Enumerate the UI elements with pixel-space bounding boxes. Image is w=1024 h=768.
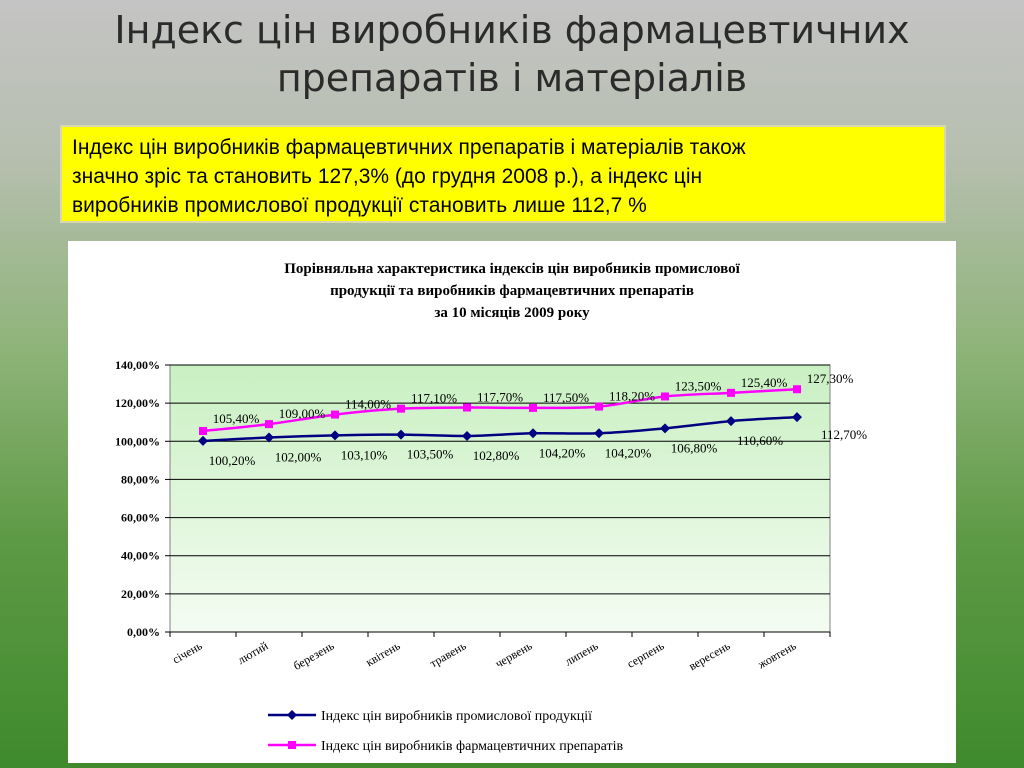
- data-label: 105,40%: [212, 410, 260, 426]
- data-label: 110,60%: [736, 433, 784, 449]
- legend-marker: [288, 741, 296, 749]
- callout-line-2: значно зріс та становить 127,3% (до грудня 2008 р.), а індекс цін: [72, 165, 703, 188]
- x-category-label: квітень: [363, 638, 403, 670]
- callout-box: [60, 125, 946, 223]
- plot-area: [170, 365, 830, 632]
- data-label: 102,00%: [274, 449, 322, 465]
- chart-title-line: за 10 місяців 2009 року: [434, 305, 590, 321]
- data-point-marker: [661, 392, 669, 400]
- x-category-label: червень: [492, 638, 535, 671]
- data-label: 117,10%: [410, 390, 458, 406]
- data-label: 117,50%: [542, 389, 590, 405]
- slide-title-line-2: препаратів і матеріалів: [276, 56, 748, 100]
- data-point-marker: [793, 385, 801, 393]
- data-label: 102,80%: [472, 447, 520, 463]
- data-label: 109,00%: [278, 406, 326, 422]
- legend-marker: [287, 710, 297, 720]
- data-label: 100,20%: [208, 452, 256, 468]
- data-point-marker: [199, 427, 207, 435]
- y-tick-label: 20,00%: [121, 586, 160, 601]
- data-point-marker: [331, 411, 339, 419]
- data-point-marker: [529, 404, 537, 412]
- chart-title-line: Порівняльна характеристика індексів цін виробників промислової: [284, 261, 740, 277]
- x-category-label: жовтень: [755, 638, 799, 672]
- data-label: 127,30%: [806, 371, 854, 387]
- slide-title: [0, 6, 1024, 102]
- x-category-label: січень: [169, 638, 205, 667]
- chart-title-line: продукції та виробників фармацевтичних препаратів: [330, 283, 694, 299]
- x-category-label: травень: [427, 638, 469, 671]
- y-tick-label: 0,00%: [127, 625, 160, 639]
- data-label: 117,70%: [476, 389, 524, 405]
- line-chart: [68, 241, 956, 763]
- x-category-label: вересень: [686, 638, 733, 674]
- x-category-label: липень: [562, 638, 601, 669]
- data-point-marker: [463, 404, 471, 412]
- data-point-marker: [595, 403, 603, 411]
- data-label: 103,10%: [340, 447, 388, 463]
- data-label: 125,40%: [740, 374, 788, 390]
- legend-label: Індекс цін виробників фармацевтичних препаратів: [321, 739, 624, 754]
- data-label: 114,00%: [344, 396, 392, 412]
- data-label: 104,20%: [604, 445, 652, 461]
- y-tick-label: 80,00%: [121, 472, 160, 487]
- callout-line-1: Індекс цін виробників фармацевтичних препаратів і матеріалів також: [72, 136, 746, 159]
- data-label: 118,20%: [608, 388, 656, 404]
- data-point-marker: [727, 389, 735, 397]
- data-label: 104,20%: [538, 445, 586, 461]
- data-point-marker: [397, 405, 405, 413]
- y-tick-label: 140,00%: [115, 358, 160, 372]
- x-category-label: березень: [290, 638, 337, 673]
- y-tick-label: 60,00%: [121, 510, 160, 525]
- data-point-marker: [265, 420, 273, 428]
- legend-label: Індекс цін виробників промислової продукції: [321, 709, 593, 724]
- chart-container: [68, 241, 956, 763]
- y-tick-label: 120,00%: [115, 396, 160, 411]
- data-label: 103,50%: [406, 446, 454, 462]
- x-category-label: серпень: [624, 638, 667, 671]
- data-label: 112,70%: [820, 427, 868, 443]
- x-category-label: лютий: [235, 638, 271, 668]
- y-tick-label: 100,00%: [115, 434, 160, 449]
- y-tick-label: 40,00%: [121, 548, 160, 563]
- data-label: 123,50%: [674, 378, 722, 394]
- callout-line-3: виробників промислової продукції становить лише 112,7 %: [72, 194, 647, 217]
- slide-title-line-1: Індекс цін виробників фармацевтичних: [114, 8, 910, 52]
- data-label: 106,80%: [670, 440, 718, 456]
